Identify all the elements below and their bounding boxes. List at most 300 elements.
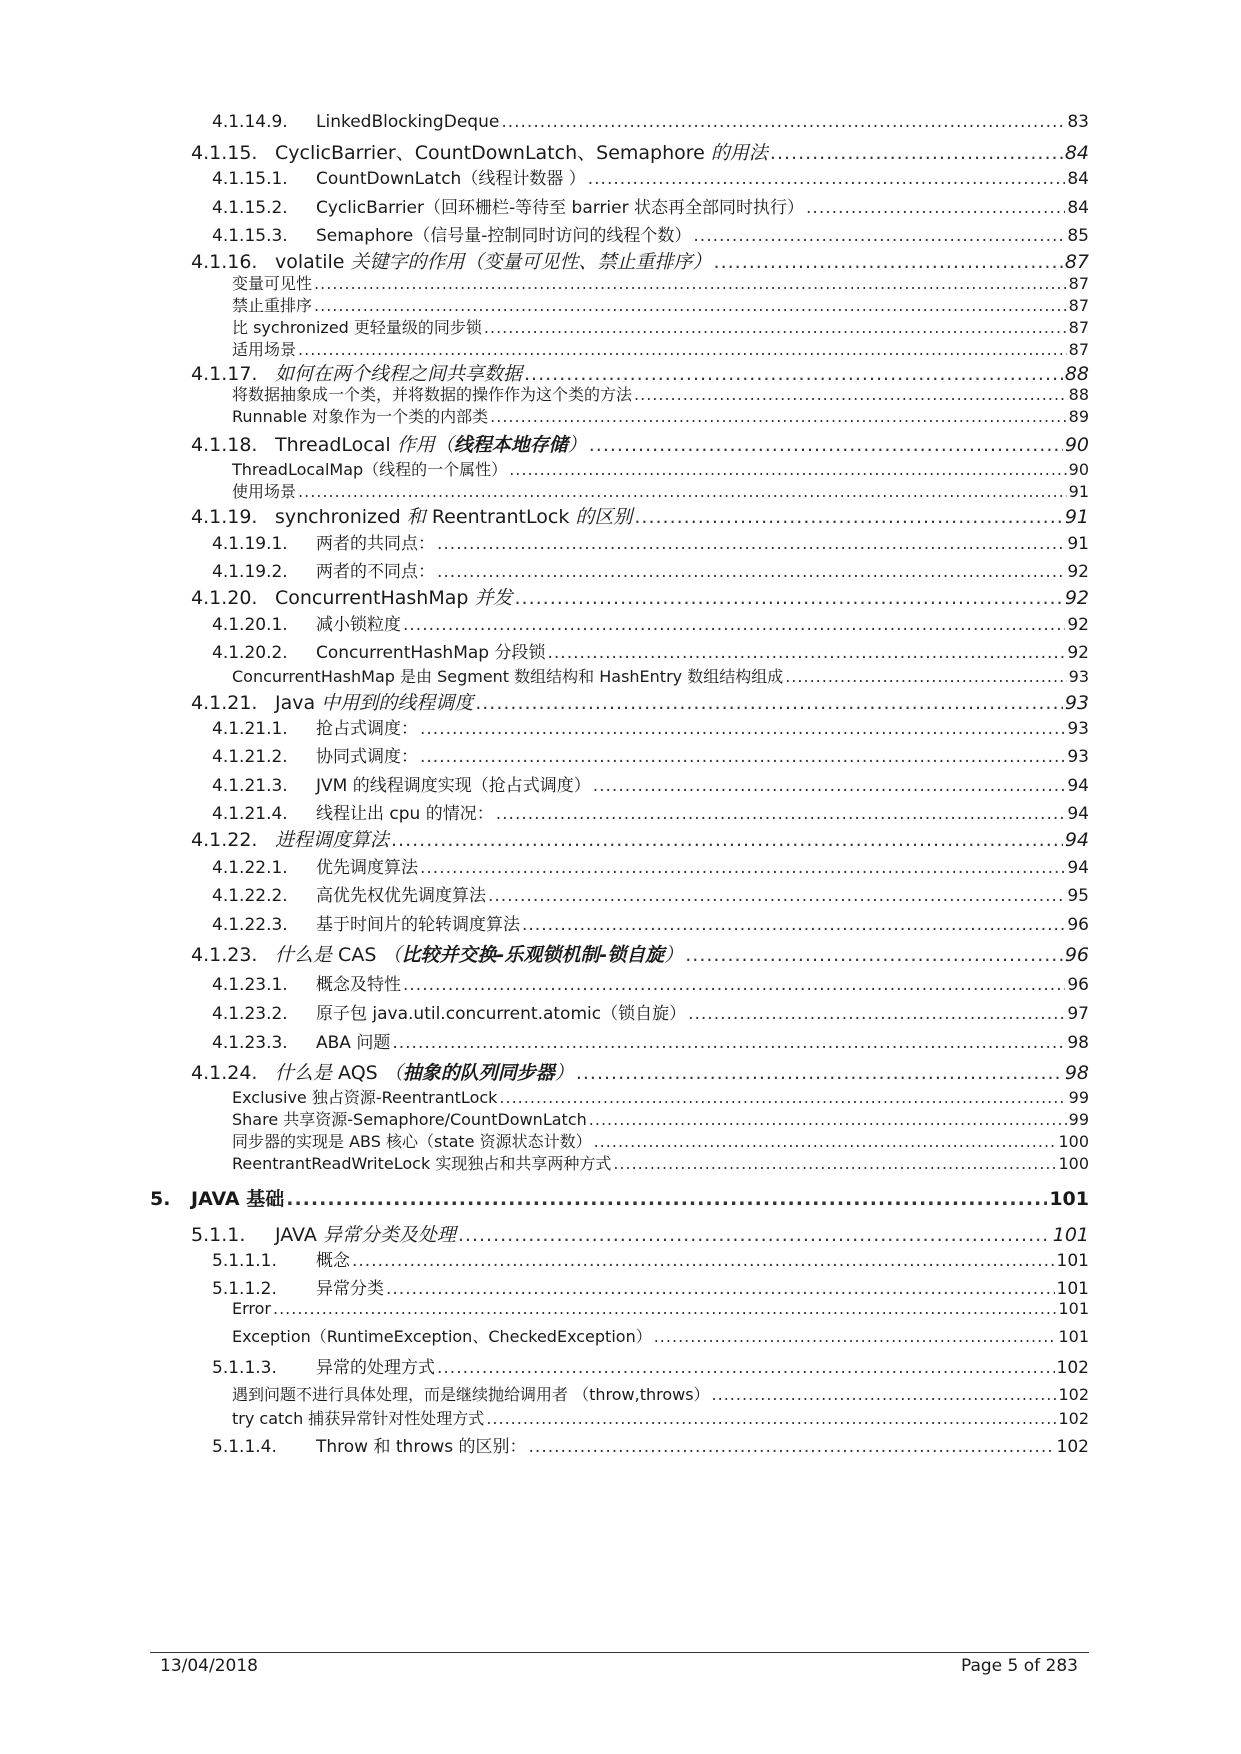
- toc-entry-number: 4.1.24.: [191, 1062, 258, 1084]
- toc-entry[interactable]: [232, 271, 1089, 293]
- toc-entry-number: 4.1.23.2.: [212, 1004, 288, 1024]
- toc-entry-title-segment: JAVA: [275, 1224, 323, 1246]
- toc-entry-page: 92: [1067, 615, 1089, 635]
- toc-entry-title: [316, 638, 545, 663]
- toc-entry-title-segment: 遇到问题不进行具体处理，而是继续抛给调用者 （throw,throws）: [232, 1385, 710, 1404]
- toc-entry-title-segment: Share 共享资源-Semaphore/CountDownLatch: [232, 1110, 587, 1129]
- toc-entry[interactable]: [212, 1246, 1089, 1271]
- toc-dot-leader: [588, 169, 1066, 189]
- toc-entry-title: [232, 337, 296, 360]
- toc-dot-leader: [529, 1437, 1055, 1457]
- toc-entry-page: 96: [1067, 915, 1089, 935]
- toc-entry-title: [232, 1085, 497, 1108]
- toc-entry-title: [275, 1220, 456, 1247]
- toc-dot-leader: [499, 1088, 1066, 1107]
- toc-entry-title-segment: Runnable 对象作为一个类的内部类: [232, 407, 489, 426]
- toc-dot-leader: [352, 1251, 1055, 1271]
- footer-divider: [150, 1652, 1089, 1653]
- footer-date: 13/04/2018: [160, 1656, 258, 1676]
- toc-entry[interactable]: [232, 664, 1089, 686]
- toc-entry-page: 102: [1058, 1385, 1089, 1404]
- toc-entry-number: 4.1.18.: [191, 434, 258, 456]
- toc-entry-title: [316, 910, 520, 935]
- toc-entry-number: 4.1.23.: [191, 944, 258, 966]
- toc-entry-page: 92: [1067, 643, 1089, 663]
- toc-entry[interactable]: [232, 1085, 1089, 1107]
- toc-entry-number: 4.1.21.2.: [212, 747, 288, 767]
- toc-entry-title: [275, 247, 712, 274]
- toc-dot-leader: [501, 112, 1065, 132]
- toc-entry-title-segment: CyclicBarrier（回环栅栏-等待至 barrier 状态再全部同时执行）: [316, 198, 805, 218]
- toc-entry-title-segment: Exception（RuntimeException、CheckedException）: [232, 1327, 652, 1346]
- toc-entry-title: [316, 610, 401, 635]
- toc-entry-page: 91: [1067, 534, 1089, 554]
- toc-entry-title-segment: 什么是: [275, 1062, 333, 1084]
- toc-entry-title-segment: 概念及特性: [316, 975, 401, 995]
- toc-entry-number: 5.1.1.2.: [212, 1279, 277, 1299]
- toc-dot-leader: [785, 667, 1066, 686]
- toc-entry-title: [275, 502, 632, 529]
- toc-entry[interactable]: [212, 1274, 1089, 1299]
- toc-entry[interactable]: [232, 1151, 1089, 1173]
- toc-entry-page: 95: [1067, 886, 1089, 906]
- toc-entry[interactable]: [212, 638, 1089, 663]
- toc-dot-leader: [392, 1033, 1065, 1053]
- toc-dot-leader: [475, 692, 1063, 714]
- toc-entry-title-segment: ）: [567, 434, 587, 456]
- toc-entry-title-segment: CAS: [332, 944, 383, 966]
- toc-entry[interactable]: [232, 315, 1089, 337]
- toc-entry-title: [191, 1184, 284, 1211]
- toc-entry-title-segment: 进程调度算法: [275, 829, 390, 851]
- toc-entry-page: 94: [1064, 829, 1089, 851]
- toc-entry-page: 83: [1067, 112, 1089, 132]
- toc-dot-leader: [634, 506, 1062, 528]
- toc-entry[interactable]: [191, 825, 1089, 851]
- toc-dot-leader: [314, 274, 1067, 293]
- toc-entry-page: 91: [1064, 506, 1089, 528]
- toc-entry-title: [316, 853, 418, 878]
- toc-entry-title-segment: 协同式调度：: [316, 747, 418, 767]
- toc-entry[interactable]: [212, 1353, 1089, 1378]
- toc-dot-leader: [515, 587, 1063, 609]
- toc-entry-number: 4.1.15.2.: [212, 198, 288, 218]
- toc-dot-leader: [391, 829, 1063, 851]
- toc-entry-page: 101: [1058, 1299, 1089, 1318]
- toc-entry[interactable]: [212, 1432, 1089, 1457]
- toc-entry[interactable]: [150, 1184, 1089, 1210]
- toc-entry-number: 4.1.20.1.: [212, 615, 288, 635]
- toc-entry-title: [316, 999, 686, 1024]
- toc-entry[interactable]: [212, 970, 1089, 995]
- toc-dot-leader: [522, 915, 1065, 935]
- toc-dot-leader: [403, 975, 1065, 995]
- toc-dot-leader: [712, 1385, 1057, 1404]
- toc-dot-leader: [589, 434, 1063, 456]
- toc-entry-title-segment: 比 sychronized 更轻量级的同步锁: [232, 318, 482, 337]
- toc-dot-leader: [496, 804, 1066, 824]
- toc-entry-page: 93: [1067, 747, 1089, 767]
- toc-entry[interactable]: [232, 1406, 1089, 1428]
- toc-entry[interactable]: [212, 881, 1089, 906]
- toc-entry-number: 4.1.20.: [191, 587, 258, 609]
- toc-entry-title-segment: 关键字的作用（变量可见性、禁止重排序）: [350, 251, 712, 273]
- toc-entry[interactable]: [232, 404, 1089, 426]
- toc-entry-title: [232, 457, 507, 480]
- toc-entry-title: [232, 1129, 592, 1152]
- toc-entry-title: [316, 970, 401, 995]
- toc-dot-leader: [458, 1224, 1051, 1246]
- toc-entry-page: 94: [1067, 804, 1089, 824]
- toc-entry-title-segment: 作用（: [396, 434, 454, 456]
- footer-page-number: Page 5 of 283: [960, 1656, 1078, 1676]
- toc-entry-title-segment: 抢占式调度：: [316, 719, 418, 739]
- toc-entry-number: 4.1.23.1.: [212, 975, 288, 995]
- toc-dot-leader: [273, 1299, 1056, 1318]
- toc-entry-title: [316, 714, 418, 739]
- toc-entry-title-segment: 线程本地存储: [453, 434, 568, 456]
- toc-entry-page: 87: [1068, 296, 1089, 315]
- toc-entry-title: [316, 112, 499, 132]
- toc-entry-title-segment: 适用场景: [232, 340, 297, 359]
- toc-entry-title-segment: 比较并交换-乐观锁机制-锁自旋: [401, 944, 665, 966]
- toc-entry-title: [316, 1246, 350, 1271]
- toc-entry-number: 4.1.19.: [191, 506, 258, 528]
- toc-entry[interactable]: [212, 610, 1089, 635]
- toc-entry-number: 4.1.22.3.: [212, 915, 288, 935]
- toc-entry[interactable]: [232, 1129, 1089, 1151]
- toc-entry[interactable]: [212, 529, 1089, 554]
- toc-entry-title-segment: 优先调度算法: [316, 858, 418, 878]
- toc-entry-title-segment: JVM 的线程调度实现（抢占式调度）: [316, 776, 591, 796]
- toc-entry-page: 101: [1049, 1188, 1089, 1210]
- toc-entry[interactable]: [232, 1107, 1089, 1129]
- toc-entry-title: [232, 404, 488, 427]
- toc-entry-number: 5.1.1.1.: [212, 1251, 277, 1271]
- toc-entry-title-segment: 中用到的线程调度: [321, 692, 474, 714]
- toc-entry-title: [275, 138, 768, 165]
- toc-entry[interactable]: [191, 359, 1089, 385]
- toc-entry-page: 101: [1056, 1279, 1089, 1299]
- toc-dot-leader: [420, 719, 1065, 739]
- toc-entry[interactable]: [232, 382, 1089, 404]
- toc-dot-leader: [488, 886, 1065, 906]
- toc-entry-page: 102: [1056, 1358, 1089, 1378]
- toc-entry-number: 4.1.21.3.: [212, 776, 288, 796]
- toc-entry-page: 93: [1064, 692, 1089, 714]
- toc-dot-leader: [437, 562, 1065, 582]
- toc-dot-leader: [693, 226, 1065, 246]
- toc-entry-title-segment: ）: [554, 1062, 574, 1084]
- toc-entry-title-segment: 变量可见性: [232, 274, 313, 293]
- toc-entry[interactable]: [212, 999, 1089, 1024]
- toc-entry[interactable]: [232, 1382, 1089, 1404]
- toc-dot-leader: [613, 1154, 1056, 1173]
- toc-dot-leader: [589, 1110, 1067, 1129]
- toc-entry[interactable]: [191, 583, 1089, 609]
- toc-entry[interactable]: [212, 164, 1089, 189]
- toc-entry[interactable]: [191, 688, 1089, 714]
- toc-entry-title-segment: ThreadLocalMap（线程的一个属性）: [232, 460, 508, 479]
- toc-entry-page: 100: [1058, 1132, 1089, 1151]
- toc-entry-page: 101: [1056, 1251, 1089, 1271]
- toc-dot-leader: [286, 1188, 1047, 1210]
- toc-dot-leader: [490, 407, 1066, 426]
- toc-entry-page: 98: [1064, 1062, 1089, 1084]
- toc-entry-title-segment: CountDownLatch（线程计数器 ）: [316, 169, 586, 189]
- toc-entry-title: [275, 940, 683, 967]
- toc-entry-title-segment: 抽象的队列同步器: [402, 1062, 555, 1084]
- toc-entry-page: 99: [1068, 1088, 1089, 1107]
- toc-entry-title-segment: CyclicBarrier、CountDownLatch、Semaphore: [275, 142, 711, 164]
- toc-entry[interactable]: [232, 337, 1089, 359]
- toc-entry-title-segment: 两者的共同点：: [316, 534, 435, 554]
- toc-entry-title-segment: LinkedBlockingDeque: [316, 112, 500, 132]
- toc-entry-title-segment: 的用法: [710, 142, 768, 164]
- toc-entry-number: 4.1.22.1.: [212, 858, 288, 878]
- toc-entry-page: 90: [1064, 434, 1089, 456]
- toc-entry-title-segment: ConcurrentHashMap: [275, 587, 475, 609]
- toc-entry-page: 87: [1068, 340, 1089, 359]
- toc-entry-number: 4.1.21.4.: [212, 804, 288, 824]
- toc-entry[interactable]: [191, 247, 1089, 273]
- toc-entry-number: 4.1.17.: [191, 363, 258, 385]
- toc-entry-title-segment: Java: [275, 692, 322, 714]
- toc-entry-number: 5.: [150, 1188, 171, 1210]
- toc-entry-page: 100: [1058, 1154, 1089, 1173]
- toc-entry-page: 102: [1058, 1409, 1089, 1428]
- toc-entry-title: [275, 430, 587, 457]
- toc-entry-page: 94: [1067, 858, 1089, 878]
- toc-dot-leader: [654, 1327, 1057, 1346]
- toc-entry-title-segment: 线程让出 cpu 的情况：: [316, 804, 494, 824]
- toc-dot-leader: [437, 1358, 1055, 1378]
- toc-entry-title: [232, 1382, 710, 1405]
- toc-entry-page: 102: [1056, 1437, 1089, 1457]
- toc-entry-number: 4.1.23.3.: [212, 1033, 288, 1053]
- toc-entry-title-segment: （: [382, 944, 402, 966]
- toc-entry[interactable]: [212, 714, 1089, 739]
- toc-dot-leader: [509, 460, 1066, 479]
- toc-entry-title: [275, 583, 513, 610]
- toc-entry-title-segment: 什么是: [275, 944, 333, 966]
- toc-entry-number: 5.1.1.3.: [212, 1358, 277, 1378]
- toc-entry-number: 4.1.22.2.: [212, 886, 288, 906]
- toc-entry-title: [275, 688, 473, 715]
- toc-entry-page: 98: [1067, 1033, 1089, 1053]
- toc-entry[interactable]: [212, 1028, 1089, 1053]
- toc-dot-leader: [688, 1004, 1065, 1024]
- toc-entry-title-segment: （: [383, 1062, 403, 1084]
- toc-entry-number: 4.1.20.2.: [212, 643, 288, 663]
- toc-entry[interactable]: [191, 502, 1089, 528]
- toc-dot-leader: [714, 251, 1063, 273]
- toc-entry-page: 89: [1068, 407, 1089, 426]
- toc-entry-title: [232, 382, 632, 405]
- toc-entry-title-segment: 和: [406, 506, 426, 528]
- toc-entry-title-segment: 异常分类: [316, 1279, 384, 1299]
- toc-entry-title-segment: 原子包 java.util.concurrent.atomic（锁自旋）: [316, 1004, 687, 1024]
- toc-entry-title: [232, 664, 783, 687]
- toc-entry-number: 4.1.14.9.: [212, 112, 288, 132]
- toc-entry-page: 99: [1068, 1110, 1089, 1129]
- toc-entry-title: [232, 1324, 652, 1347]
- toc-entry-title: [232, 1406, 484, 1429]
- toc-entry-page: 88: [1064, 363, 1089, 385]
- toc-entry[interactable]: [212, 771, 1089, 796]
- toc-entry-page: 93: [1068, 667, 1089, 686]
- toc-dot-leader: [484, 318, 1067, 337]
- toc-dot-leader: [685, 944, 1063, 966]
- toc-entry[interactable]: [212, 910, 1089, 935]
- toc-dot-leader: [437, 534, 1065, 554]
- toc-entry-title-segment: 使用场景: [232, 482, 297, 501]
- toc-entry-number: 4.1.15.: [191, 142, 258, 164]
- toc-entry[interactable]: [212, 799, 1089, 824]
- toc-entry-page: 94: [1067, 776, 1089, 796]
- toc-entry-number: 4.1.16.: [191, 251, 258, 273]
- toc-entry[interactable]: [232, 293, 1089, 315]
- toc-entry-title: [316, 1274, 384, 1299]
- toc-dot-leader: [420, 747, 1065, 767]
- toc-entry-title: [316, 221, 691, 246]
- toc-entry-title-segment: Throw 和 throws 的区别：: [316, 1437, 527, 1457]
- toc-entry-number: 5.1.1.: [191, 1224, 246, 1246]
- toc-dot-leader: [298, 340, 1067, 359]
- toc-entry-page: 92: [1067, 562, 1089, 582]
- toc-entry-number: 4.1.22.: [191, 829, 258, 851]
- toc-entry-number: 4.1.21.1.: [212, 719, 288, 739]
- toc-entry-title-segment: 概念: [316, 1251, 350, 1271]
- toc-entry-title-segment: JAVA 基础: [191, 1188, 285, 1210]
- toc-dot-leader: [486, 1409, 1056, 1428]
- toc-entry-title-segment: ConcurrentHashMap 是由 Segment 数组结构和 HashEntry 数组结构组成: [232, 667, 784, 686]
- toc-entry-page: 101: [1052, 1224, 1089, 1246]
- toc-entry[interactable]: [212, 112, 1089, 134]
- toc-entry-title-segment: 异常分类及处理: [322, 1224, 456, 1246]
- toc-entry[interactable]: [191, 940, 1089, 966]
- toc-entry-title-segment: ReentrantLock: [425, 506, 576, 528]
- toc-entry-page: 93: [1067, 719, 1089, 739]
- toc-dot-leader: [634, 385, 1067, 404]
- toc-entry[interactable]: [212, 221, 1089, 246]
- toc-dot-leader: [770, 142, 1063, 164]
- toc-entry-title-segment: 并发: [474, 587, 513, 609]
- toc-entry[interactable]: [191, 1220, 1089, 1246]
- toc-entry-page: 87: [1068, 274, 1089, 293]
- toc-entry-title-segment: AQS: [332, 1062, 384, 1084]
- toc-entry-title: [316, 164, 586, 189]
- toc-dot-leader: [593, 776, 1066, 796]
- toc-entry-title-segment: 将数据抽象成一个类，并将数据的操作作为这个类的方法: [232, 385, 633, 404]
- toc-entry-page: 88: [1068, 385, 1089, 404]
- toc-entry-title: [232, 1299, 271, 1318]
- toc-entry-title: [316, 742, 418, 767]
- toc-entry-title-segment: volatile: [275, 251, 351, 273]
- toc-entry-title: [316, 193, 804, 218]
- toc-entry-title-segment: try catch 捕获异常针对性处理方式: [232, 1409, 485, 1428]
- toc-entry[interactable]: [232, 479, 1089, 501]
- toc-entry-title: [232, 1151, 611, 1174]
- toc-entry[interactable]: [232, 457, 1089, 479]
- toc-entry[interactable]: [212, 742, 1089, 767]
- toc-dot-leader: [314, 296, 1067, 315]
- toc-entry-title-segment: Error: [232, 1299, 271, 1318]
- toc-entry-page: 92: [1064, 587, 1089, 609]
- toc-entry-number: 4.1.21.: [191, 692, 258, 714]
- toc-entry-title: [316, 1432, 527, 1457]
- toc-entry-page: 97: [1067, 1004, 1089, 1024]
- toc-entry-title-segment: 高优先权优先调度算法: [316, 886, 486, 906]
- toc-entry-page: 96: [1064, 944, 1089, 966]
- toc-entry-title-segment: 禁止重排序: [232, 296, 313, 315]
- toc-dot-leader: [576, 1062, 1063, 1084]
- toc-entry-title-segment: 基于时间片的轮转调度算法: [316, 915, 520, 935]
- toc-entry-number: 4.1.19.1.: [212, 534, 288, 554]
- toc-entry[interactable]: [232, 1324, 1089, 1346]
- toc-entry[interactable]: [212, 557, 1089, 582]
- toc-entry-title-segment: ConcurrentHashMap 分段锁: [316, 643, 546, 663]
- toc-entry-title: [275, 825, 389, 852]
- toc-entry-number: 4.1.15.3.: [212, 226, 288, 246]
- toc-entry[interactable]: [212, 853, 1089, 878]
- toc-entry-title: [316, 799, 494, 824]
- toc-dot-leader: [594, 1132, 1057, 1151]
- toc-dot-leader: [806, 198, 1065, 218]
- toc-entry-title-segment: Semaphore（信号量-控制同时访问的线程个数）: [316, 226, 692, 246]
- toc-entry[interactable]: [212, 193, 1089, 218]
- toc-entry-number: 5.1.1.4.: [212, 1437, 277, 1457]
- toc-entry-page: 87: [1068, 318, 1089, 337]
- toc-entry-title-segment: Exclusive 独占资源-ReentrantLock: [232, 1088, 498, 1107]
- toc-entry-page: 87: [1064, 251, 1089, 273]
- toc-entry-title-segment: ABA 问题: [316, 1033, 391, 1053]
- toc-entry-title-segment: ）: [664, 944, 684, 966]
- toc-entry[interactable]: [232, 1299, 1089, 1321]
- toc-dot-leader: [547, 643, 1065, 663]
- toc-entry-title-segment: synchronized: [275, 506, 407, 528]
- toc-entry-page: 101: [1058, 1327, 1089, 1346]
- toc-entry-title-segment: 两者的不同点：: [316, 562, 435, 582]
- toc-entry-title-segment: 异常的处理方式: [316, 1358, 435, 1378]
- toc-entry-title: [232, 315, 482, 338]
- toc-entry-title: [316, 1353, 435, 1378]
- toc-dot-leader: [420, 858, 1065, 878]
- toc-entry-title-segment: ReentrantReadWriteLock 实现独占和共享两种方式: [232, 1154, 612, 1173]
- toc-dot-leader: [298, 482, 1067, 501]
- toc-entry-title: [232, 1107, 587, 1130]
- toc-entry-title-segment: 如何在两个线程之间共享数据: [275, 363, 523, 385]
- toc-dot-leader: [403, 615, 1065, 635]
- toc-entry-page: 85: [1067, 226, 1089, 246]
- toc-entry-title: [316, 881, 486, 906]
- toc-entry-title: [316, 557, 435, 582]
- toc-entry-title-segment: 同步器的实现是 ABS 核心（state 资源状态计数）: [232, 1132, 592, 1151]
- toc-entry[interactable]: [191, 138, 1089, 164]
- toc-entry-page: 84: [1064, 142, 1089, 164]
- toc-dot-leader: [386, 1279, 1055, 1299]
- toc-entry-number: 4.1.15.1.: [212, 169, 288, 189]
- toc-entry[interactable]: [191, 430, 1089, 456]
- toc-entry-title: [232, 479, 296, 502]
- toc-entry-page: 90: [1068, 460, 1089, 479]
- toc-entry-title-segment: 减小锁粒度: [316, 615, 401, 635]
- toc-entry-page: 96: [1067, 975, 1089, 995]
- toc-entry[interactable]: [191, 1058, 1089, 1084]
- toc-entry-title: [316, 529, 435, 554]
- toc-entry-title: [232, 271, 312, 294]
- toc-entry-title-segment: ThreadLocal: [275, 434, 397, 456]
